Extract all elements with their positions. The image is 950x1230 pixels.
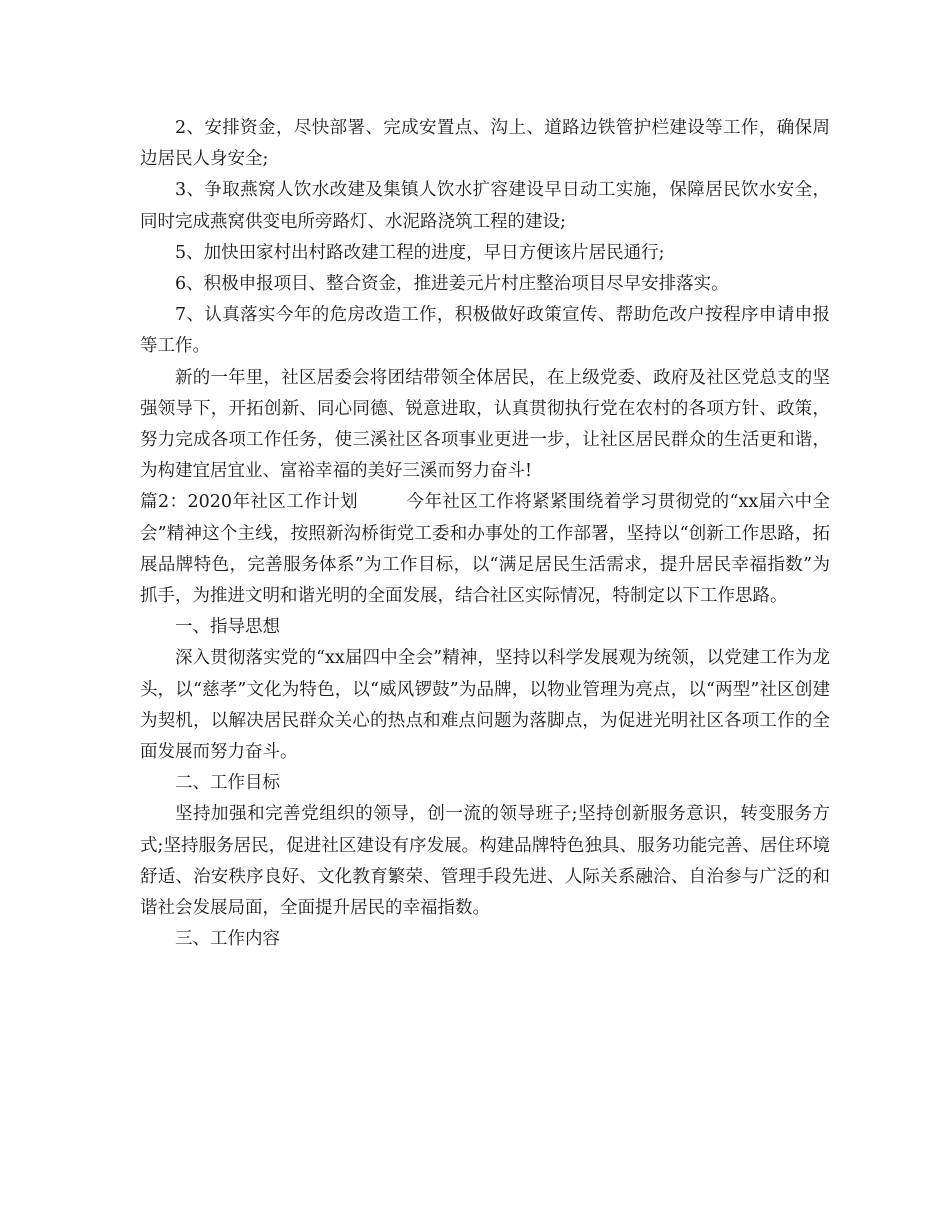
section-heading-work-content: 三、工作内容 bbox=[175, 929, 280, 950]
section-body-work-goals: 坚持加强和完善党组织的领导，创一流的领导班子;坚持创新服务意识，转变服务方式;坚持服务居民，促进社区建设有序发展。构建品牌特色独具、服务功能完善、居住环境舒适、治安秩序良好、文化教育繁荣、管理手段先进、人际关系融洽、自治参与广泛的和谐社会发展局面，全面提升居民的幸福指数。 bbox=[140, 804, 830, 919]
paragraph-item-6: 6、积极申报项目、整合资金，推进姜元片村庄整治项目尽早安排落实。 bbox=[175, 274, 729, 295]
section-heading-work-goals: 二、工作目标 bbox=[175, 773, 280, 794]
paragraph-item-3: 3、争取燕窝人饮水改建及集镇人饮水扩容建设早日动工实施，保障居民饮水安全，同时完成燕窝供变电所旁路灯、水泥路浇筑工程的建设; bbox=[140, 180, 830, 232]
paragraph-closing: 新的一年里，社区居委会将团结带领全体居民，在上级党委、政府及社区党总支的坚强领导下，开拓创新、同心同德、锐意进取，认真贯彻执行党在农村的各项方针、政策，努力完成各项工作任务，使三溪社区各项事业更进一步，让社区居民群众的生活更和谐，为构建宜居宜业、富裕幸福的美好三溪而努力奋斗! bbox=[140, 367, 830, 482]
chapter-2-title: 篇2：2020年社区工作计划 bbox=[140, 492, 359, 513]
section-heading-guiding-ideology: 一、指导思想 bbox=[175, 617, 280, 638]
paragraph-item-5: 5、加快田家村出村路改建工程的进度，早日方便该片居民通行; bbox=[175, 242, 665, 263]
section-body-guiding-ideology: 深入贯彻落实党的“xx届四中全会”精神，坚持以科学发展观为统领，以党建工作为龙头，以“慈孝”文化为特色，以“威风锣鼓”为品牌，以物业管理为亮点，以“两型”社区创建为契机，以解决居民群众关心的热点和难点问题为落脚点，为促进光明社区各项工作的全面发展而努力奋斗。 bbox=[140, 648, 830, 763]
chapter-2-paragraph bbox=[140, 487, 830, 612]
paragraph-item-7: 7、认真落实今年的危房改造工作，积极做好政策宣传、帮助危改户按程序申请申报等工作。 bbox=[140, 305, 830, 357]
chapter-2-intro: 今年社区工作将紧紧围绕着学习贯彻党的“xx届六中全会”精神这个主线，按照新沟桥街党工委和办事处的工作部署，坚持以“创新工作思路，拓展品牌特色，完善服务体系”为工作目标，以“满足居民生活需求，提升居民幸福指数”为抓手，为推进文明和谐光明的全面发展，结合社区实际情况，特制定以下工作思路。 bbox=[140, 492, 831, 607]
paragraph-item-2: 2、安排资金，尽快部署、完成安置点、沟上、道路边铁管护栏建设等工作，确保周边居民人身安全; bbox=[140, 118, 830, 170]
document-body bbox=[140, 113, 830, 955]
